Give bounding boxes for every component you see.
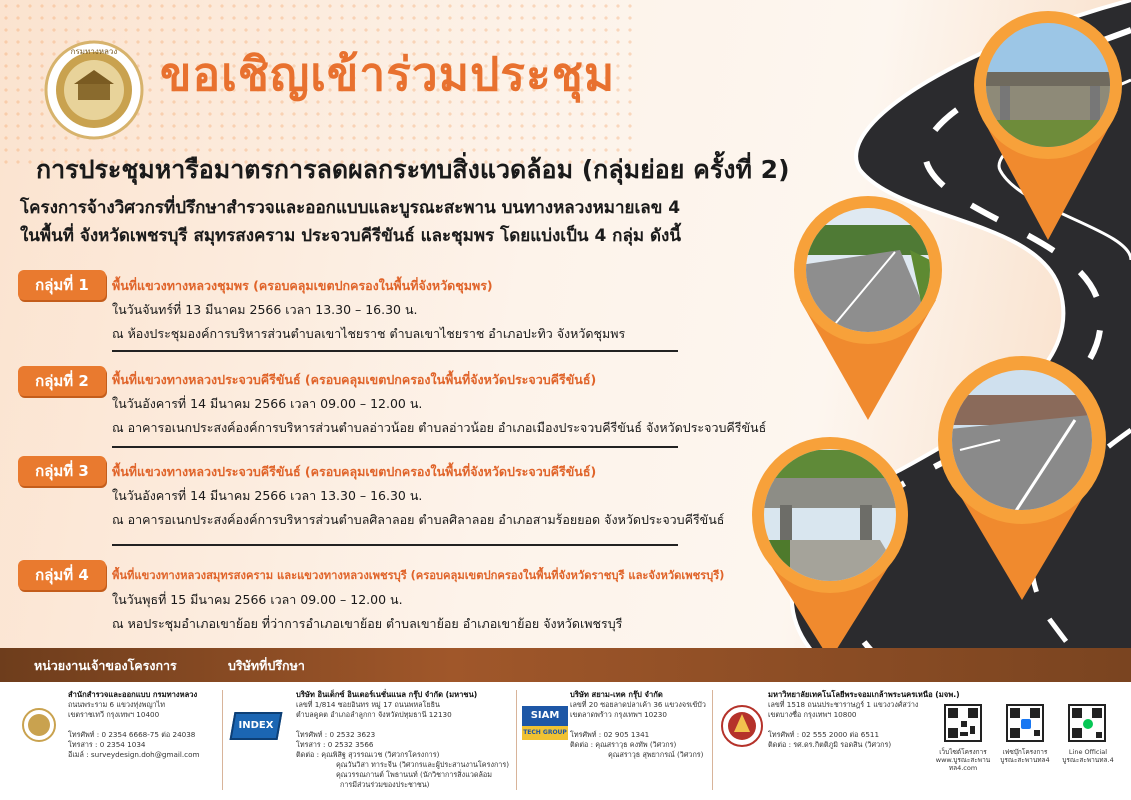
siam-tech-logo: SIAM TECH GROUP <box>522 706 568 746</box>
owner-fax: โทรสาร : 0 2354 1034 <box>68 740 146 749</box>
consultant-label: บริษัทที่ปรึกษา <box>228 658 305 673</box>
consultant1-fax: โทรสาร : 0 2532 3566 <box>296 740 374 749</box>
qr-code-website[interactable] <box>944 704 982 742</box>
consultant1-contact3: คุณวรรณกานต์ โพธานนท์ (นักวิชาการสิ่งแวดล้อม <box>336 770 492 779</box>
group-badge-3: กลุ่มที่ 3 <box>18 456 106 486</box>
owner-info <box>68 690 200 760</box>
qr-code-line[interactable] <box>1068 704 1106 742</box>
consultant2-name: บริษัท สยาม-เทค กรุ๊ป จำกัด <box>570 690 663 699</box>
group-3 <box>0 456 760 546</box>
project-line-1: โครงการจ้างวิศวกรที่ปรึกษาสำรวจและออกแบบและบูรณะสะพาน บนทางหลวงหมายเลข 4 <box>20 198 681 218</box>
consultant3-tel: โทรศัพท์ : 02 555 2000 ต่อ 6511 <box>768 730 880 739</box>
owner-email: อีเมล์ : surveydesign.doh@gmail.com <box>68 750 200 759</box>
owner-addr2: เขตราชเทวี กรุงเทพฯ 10400 <box>68 710 160 719</box>
group-date-4: ในวันพุธที่ 15 มีนาคม 2566 เวลา 09.00 – 12.00 น. <box>112 592 403 607</box>
consultant1-name: บริษัท อินเด็กซ์ อินเตอร์เนชั่นแนล กรุ๊ป จำกัด (มหาชน) <box>296 690 478 699</box>
group-badge-1: กลุ่มที่ 1 <box>18 270 106 300</box>
qr-caption-line: Line Official บูรณะสะพานทล.4 <box>1062 748 1114 764</box>
group-badge-4: กลุ่มที่ 4 <box>18 560 106 590</box>
consultant1-tel: โทรศัพท์ : 0 2532 3623 <box>296 730 376 739</box>
group-venue-4: ณ หอประชุมอำเภอเขาย้อย ที่ว่าการอำเภอเขาย้อย ตำบลเขาย้อย อำเภอเขาย้อย จังหวัดเพชรบุรี <box>112 616 623 631</box>
consultant2-contact2: คุณสราวุธ สุพยากรณ์ (วิศวกร) <box>608 750 704 759</box>
owner-tel: โทรศัพท์ : 0 2354 6668-75 ต่อ 24038 <box>68 730 196 739</box>
group-area-2: พื้นที่แขวงทางหลวงประจวบคีรีขันธ์ (ครอบคลุมเขตปกครองในพื้นที่จังหวัดประจวบคีรีขันธ์) <box>112 372 597 387</box>
owner-name: สำนักสำรวจและออกแบบ กรมทางหลวง <box>68 690 198 699</box>
project-line-2: ในพื้นที่ จังหวัดเพชรบุรี สมุทรสงคราม ประจวบคีรีขันธ์ และชุมพร โดยแบ่งเป็น 4 กลุ่ม ดังนี้ <box>20 226 681 246</box>
group-2 <box>0 366 767 456</box>
divider <box>516 690 517 790</box>
meeting-title: การประชุมหารือมาตรการลดผลกระทบสิ่งแวดล้อม (กลุ่มย่อย ครั้งที่ 2) <box>36 155 790 184</box>
group-venue-1: ณ ห้องประชุมองค์การบริหารส่วนตำบลเขาไชยราช ตำบลเขาไชยราช อำเภอปะทิว จังหวัดชุมพร <box>112 326 626 341</box>
consultant1-contact4: การมีส่วนร่วมของประชาชน) <box>340 780 430 789</box>
qr-caption-facebook: เฟซบุ๊กโครงการ บูรณะสะพานทล4 <box>1000 748 1050 764</box>
divider <box>712 690 713 790</box>
consultant2-tel: โทรศัพท์ : 02 905 1341 <box>570 730 650 739</box>
page-title: ขอเชิญเข้าร่วมประชุม <box>160 47 616 101</box>
consultant3-addr1: เลขที่ 1518 ถนนประชาราษฎร์ 1 แขวงวงศ์สว่าง <box>768 700 919 709</box>
group-venue-2: ณ อาคารอเนกประสงค์องค์การบริหารส่วนตำบลอ่าวน้อย ตำบลอ่าวน้อย อำเภอเมืองประจวบคีรีขันธ์ จังหวัดประจวบคีรีขันธ์ <box>112 420 767 435</box>
group-badge-2: กลุ่มที่ 2 <box>18 366 106 396</box>
group-1 <box>0 270 760 360</box>
consultant2-contact1: ติดต่อ : คุณสราวุธ คงทัพ (วิศวกร) <box>570 740 677 749</box>
group-date-2: ในวันอังคารที่ 14 มีนาคม 2566 เวลา 09.00 – 12.00 น. <box>112 396 423 411</box>
kmutnb-logo <box>720 704 764 748</box>
consultant2-addr1: เลขที่ 20 ซอยลาดปลาเค้า 36 แขวงจรเข้บัว <box>570 700 706 709</box>
consultant1-contact1: ติดต่อ : คุณพิสิฐ สุวรรณเวช (วิศวกรโครงการ) <box>296 750 440 759</box>
index-logo: INDEX <box>230 712 283 740</box>
group-area-4: พื้นที่แขวงทางหลวงสมุทรสงคราม และแขวงทางหลวงเพชรบุรี (ครอบคลุมเขตปกครองในพื้นที่จังหวัดราชบุรี และจังหวัดเพชรบุรี) <box>112 569 725 582</box>
group-date-3: ในวันอังคารที่ 14 มีนาคม 2566 เวลา 13.30 – 16.30 น. <box>112 488 423 503</box>
divider <box>112 544 678 546</box>
group-date-1: ในวันจันทร์ที่ 13 มีนาคม 2566 เวลา 13.30 – 16.30 น. <box>112 302 418 317</box>
doh-small-logo <box>22 708 56 742</box>
consultant2-addr2: เขตลาดพร้าว กรุงเทพฯ 10230 <box>570 710 667 719</box>
svg-text:กรมทางหลวง: กรมทางหลวง <box>70 47 118 56</box>
consultant3-name: มหาวิทยาลัยเทคโนโลยีพระจอมเกล้าพระนครเหนือ (มจพ.) <box>768 690 960 699</box>
owner-label: หน่วยงานเจ้าของโครงการ <box>34 658 177 673</box>
group-area-1: พื้นที่แขวงทางหลวงชุมพร (ครอบคลุมเขตปกครองในพื้นที่จังหวัดชุมพร) <box>112 278 493 293</box>
group-4 <box>0 560 760 640</box>
footer-bar <box>0 648 1131 682</box>
consultant3-info <box>768 690 960 750</box>
doh-logo <box>44 40 144 140</box>
divider <box>112 350 678 352</box>
divider <box>112 446 678 448</box>
consultant3-contact1: ติดต่อ : รศ.ดร.กิตติภูมิ รอดสิน (วิศวกร) <box>768 740 892 749</box>
consultant1-contact2: คุณวันวิสา ทาระจีน (วิศวกรและผู้ประสานงานโครงการ) <box>336 760 510 769</box>
divider <box>222 690 223 790</box>
consultant3-addr2: เขตบางซื่อ กรุงเทพฯ 10800 <box>768 710 857 719</box>
consultant1-info <box>296 690 509 790</box>
qr-code-facebook[interactable] <box>1006 704 1044 742</box>
qr-caption-website: เว็บไซต์โครงการ www.บูรณะสะพานทล4.com <box>935 748 991 772</box>
group-area-3: พื้นที่แขวงทางหลวงประจวบคีรีขันธ์ (ครอบคลุมเขตปกครองในพื้นที่จังหวัดประจวบคีรีขันธ์) <box>112 464 597 479</box>
map-pin-2 <box>794 196 942 420</box>
owner-addr1: ถนนพระราม 6 แขวงทุ่งพญาไท <box>68 700 166 709</box>
consultant2-info <box>570 690 706 760</box>
group-venue-3: ณ อาคารอเนกประสงค์องค์การบริหารส่วนตำบลศิลาลอย ตำบลศิลาลอย อำเภอสามร้อยยอด จังหวัดประจวบคีรีขันธ์ <box>112 512 725 527</box>
consultant1-addr1: เลขที่ 1/814 ซอยอินทร หมู่ 17 ถนนพหลโยธิน <box>296 700 440 709</box>
consultant1-addr2: ตำบลคูคต อำเภอลำลูกกา จังหวัดปทุมธานี 12130 <box>296 710 452 719</box>
